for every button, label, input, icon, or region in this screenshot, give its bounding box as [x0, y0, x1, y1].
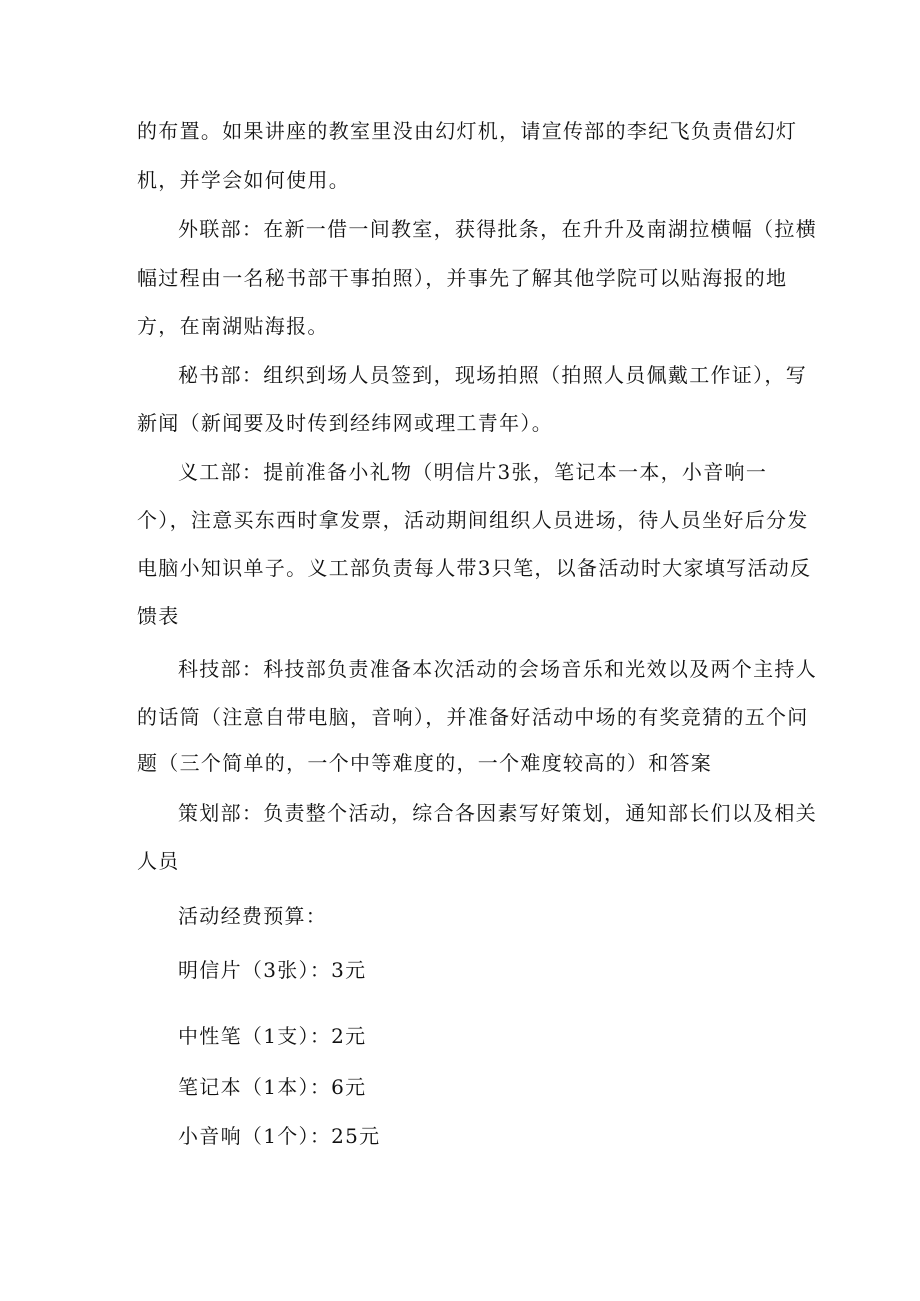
text-line: 电脑小知识单子。义工部负责每人带3只笔，以备活动时大家填写活动反 [137, 556, 812, 580]
text-line: 科技部：科技部负责准备本次活动的会场音乐和光效以及两个主持人 [178, 657, 817, 681]
budget-item: 笔记本（1本）：6元 [178, 1075, 367, 1099]
text-line: 策划部：负责整个活动，综合各因素写好策划，通知部长们以及相关 [178, 801, 817, 825]
text-line: 幅过程由一名秘书部干事拍照），并事先了解其他学院可以贴海报的地 [137, 266, 788, 290]
text-line: 外联部：在新一借一间教室，获得批条，在升升及南湖拉横幅（拉横 [178, 217, 817, 241]
budget-item: 小音响（1个）：25元 [178, 1124, 381, 1148]
budget-heading: 活动经费预算： [178, 904, 328, 928]
text-line: 馈表 [137, 604, 180, 628]
text-line: 新闻（新闻要及时传到经纬网或理工青年）。 [137, 411, 553, 435]
budget-item: 中性笔（1支）：2元 [178, 1024, 367, 1048]
text-line: 方，在南湖贴海报。 [137, 314, 329, 338]
text-line: 秘书部：组织到场人员签到，现场拍照（拍照人员佩戴工作证），写 [178, 363, 807, 387]
text-line: 题（三个简单的，一个中等难度的，一个难度较高的）和答案 [137, 751, 713, 775]
text-line: 的话筒（注意自带电脑，音响），并准备好活动中场的有奖竞猜的五个问 [137, 705, 809, 729]
text-line: 义工部：提前准备小礼物（明信片3张，笔记本一本，小音响一 [178, 460, 768, 484]
text-line: 人员 [137, 849, 180, 873]
text-line: 机，并学会如何使用。 [137, 168, 350, 192]
text-line: 的布置。如果讲座的教室里没由幻灯机，请宣传部的李纪飞负责借幻灯 [137, 119, 798, 143]
budget-item: 明信片（3张）：3元 [178, 958, 367, 982]
text-line: 个），注意买东西时拿发票，活动期间组织人员进场，待人员坐好后分发 [137, 508, 809, 532]
